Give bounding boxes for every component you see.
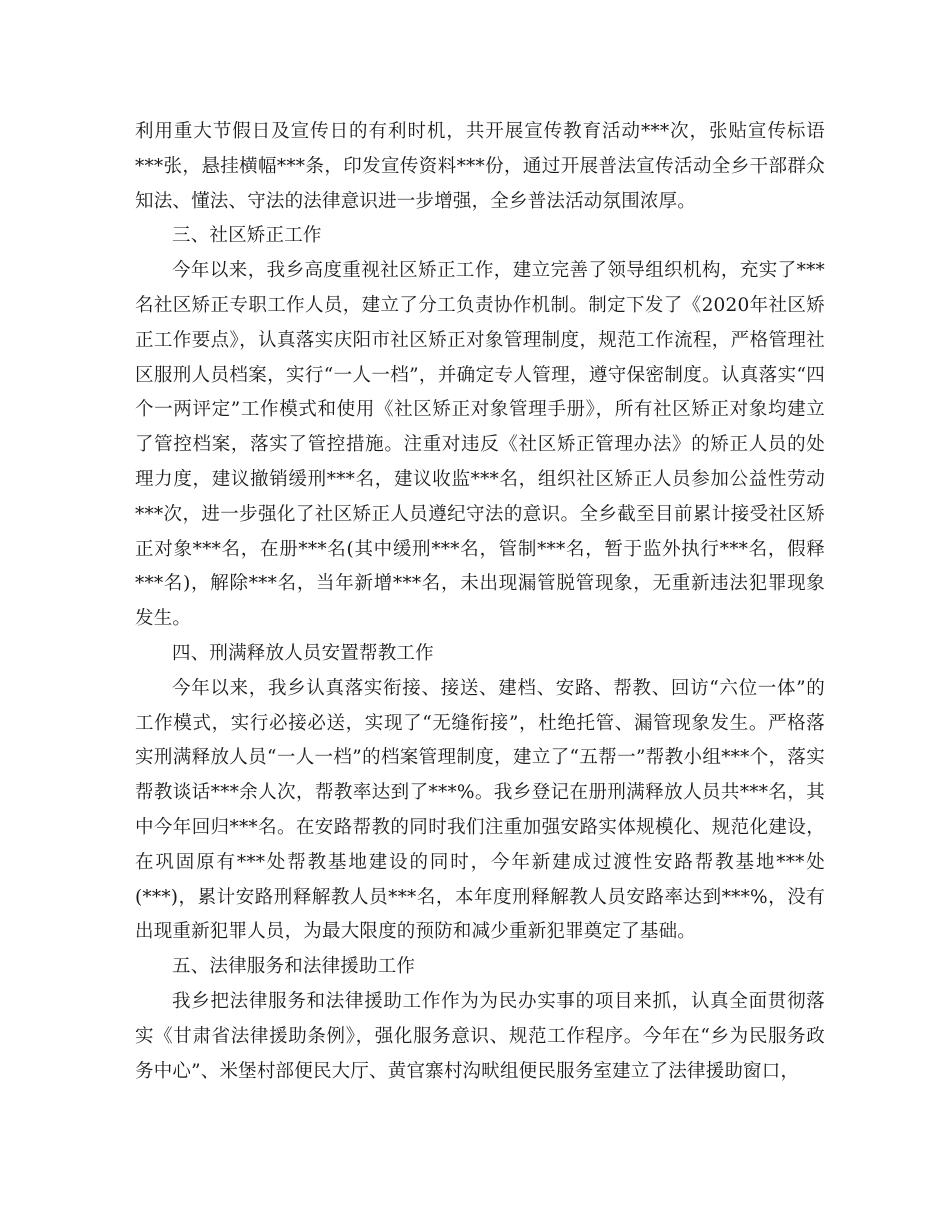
- paragraph-publicity-continued: 利用重大节假日及宣传日的有利时机，共开展宣传教育活动***次，张贴宣传标语***张，悬挂横幅***条，印发宣传资料***份，通过开展普法宣传活动全乡干部群众知法、懂法、守法的法律意识进一步增强，全乡普法活动氛围浓厚。: [135, 121, 825, 212]
- section-heading-community-correction: 三、社区矫正工作: [172, 225, 322, 247]
- paragraph-legal-services: 我乡把法律服务和法律援助工作作为为民办实事的项目来抓，认真全面贯彻落实《甘肃省法律援助条例》，强化服务意识、规范工作程序。今年在“乡为民服务政务中心”、米堡村部便民大厅、黄官寨村沟畎组便民服务室建立了法律援助窗口，: [135, 990, 825, 1082]
- section-heading-released-prisoners: 四、刑满释放人员安置帮教工作: [172, 642, 434, 664]
- section-heading-legal-services: 五、法律服务和法律援助工作: [172, 956, 416, 978]
- paragraph-community-correction: 今年以来，我乡高度重视社区矫正工作，建立完善了领导组织机构，充实了***名社区矫正专职工作人员，建立了分工负责协作机制。制定下发了《2020年社区矫正工作要点》，认真落实庆阳市社区矫正对象管理制度，规范工作流程，严格管理社区服刑人员档案，实行“一人一档”，并确定专人管理，遵守保密制度。认真落实“四个一两评定”工作模式和使用《社区矫正对象管理手册》，所有社区矫正对象均建立了管控档案，落实了管控措施。注重对违反《社区矫正管理办法》的矫正人员的处理力度，建议撤销缓刑***名，建议收监***名，组织社区矫正人员参加公益性劳动***次，进一步强化了社区矫正人员遵纪守法的意识。全乡截至目前累计接受社区矫正对象***名，在册***名(其中缓刑***名，管制***名，暂于监外执行***名，假释***名)，解除***名，当年新增***名，未出现漏管脱管现象，无重新违法犯罪现象发生。: [135, 260, 825, 630]
- document-body: [135, 115, 825, 1089]
- paragraph-released-prisoners: 今年以来，我乡认真落实衔接、接送、建档、安路、帮教、回访“六位一体”的工作模式，实行必接必送，实现了“无缝衔接”，杜绝托管、漏管现象发生。严格落实刑满释放人员“一人一档”的档案管理制度，建立了“五帮一”帮教小组***个，落实帮教谈话***余人次，帮教率达到了***%。我乡登记在册刑满释放人员共***名，其中今年回归***名。在安路帮教的同时我们注重加强安路实体规模化、规范化建设，在巩固原有***处帮教基地建设的同时，今年新建成过渡性安路帮教基地***处(***)，累计安路刑释解教人员***名，本年度刑释解教人员安路率达到***%，没有出现重新犯罪人员，为最大限度的预防和减少重新犯罪奠定了基础。: [135, 677, 825, 943]
